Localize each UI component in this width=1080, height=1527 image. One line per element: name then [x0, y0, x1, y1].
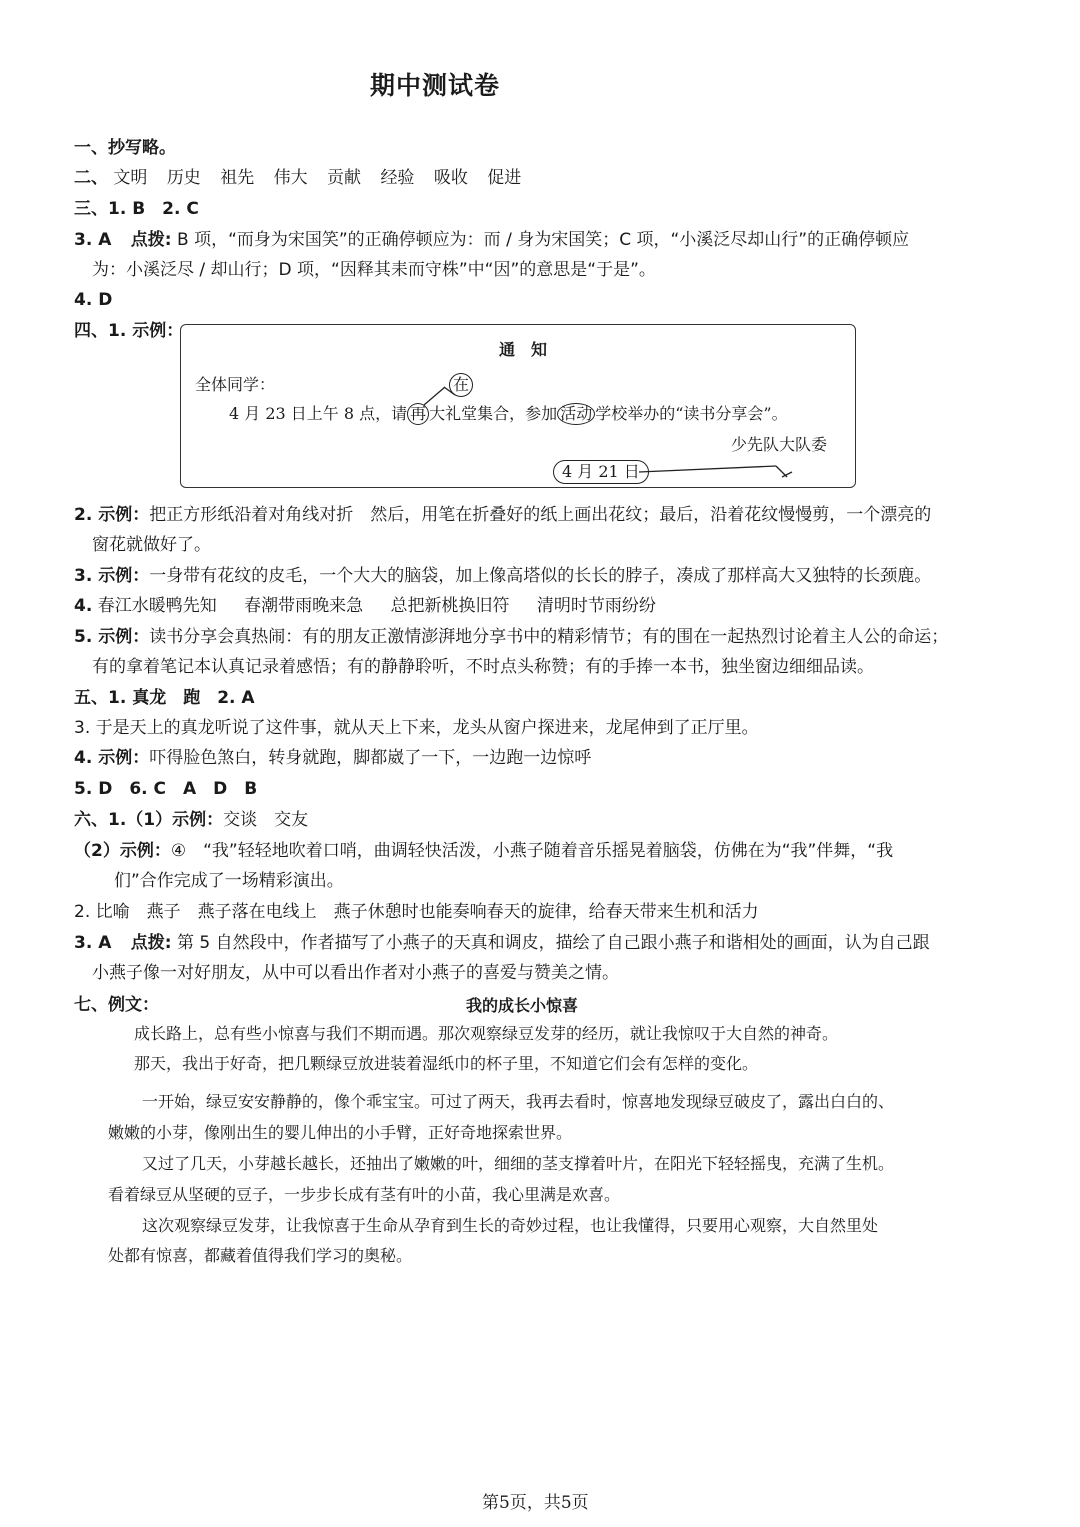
page-footer: 第5页，共5页	[482, 1493, 589, 1513]
poem-line: 总把新桃换旧符	[390, 596, 510, 616]
section-5-line1: 五、1. 真龙 跑 2. A	[74, 688, 255, 708]
notice-text: 大礼堂集合，参加	[429, 404, 558, 423]
answer-text: 吓得脸色煞白，转身就跑，脚都崴了一下，一边跑一边惊呼	[149, 748, 592, 768]
section-4-q2-cont: 窗花就做好了。	[92, 535, 211, 555]
page-title: 期中测试卷	[370, 71, 501, 100]
essay-line: 成长路上，总有些小惊喜与我们不期而遇。那次观察绿豆发芽的经历，就让我惊叹于大自然的神奇。	[134, 1024, 839, 1043]
essay-line: 嫩嫩的小芽，像刚出生的婴儿伸出的小手臂，正好奇地探索世界。	[108, 1123, 573, 1142]
answer-label: 4. 示例：	[74, 748, 150, 768]
word-item: 吸收	[433, 168, 468, 188]
notice-date: 4 月 21 日	[553, 460, 649, 484]
notice-body	[229, 401, 788, 425]
answer-number: 3. A	[74, 933, 112, 953]
word-item: 经验	[380, 168, 415, 188]
answer-label: （2）示例：	[74, 841, 171, 861]
answer-text: 交谈 交友	[223, 810, 309, 830]
section-3-q3-cont: 为：小溪泛尽 / 却山行；D 项，“因释其耒而守株”中“因”的意思是“于是”。	[92, 260, 656, 280]
circled-error: 活动	[557, 403, 595, 425]
answer-text: B 项，“而身为宋国笑”的正确停顿应为：而 / 身为宋国笑；C 项，“小溪泛尽却山行”的正确停顿应	[177, 230, 910, 250]
word-item: 文明	[113, 168, 148, 188]
section-3-q4: 4. D	[74, 290, 113, 310]
section-6-q1	[74, 808, 308, 832]
answer-text: 读书分享会真热闹：有的朋友正激情澎湃地分享书中的精彩情节；有的围在一起热烈讨论着主人公的命运；	[149, 627, 949, 647]
section-3-line1: 三、1. B 2. C	[74, 199, 199, 219]
answer-text: 第 5 自然段中，作者描写了小燕子的天真和调皮，描绘了自己跟小燕子和谐相处的画面，认为自己跟	[177, 933, 930, 953]
section-5-q3: 3. 于是天上的真龙听说了这件事，就从天上下来，龙头从窗户探进来，龙尾伸到了正厅里。	[74, 718, 759, 738]
tip-label: 点拨:	[130, 230, 172, 250]
section-6-q3-cont: 小燕子像一对好朋友，从中可以看出作者对小燕子的喜爱与赞美之情。	[92, 963, 619, 983]
answer-text: 把正方形纸沿着对角线对折 然后，用笔在折叠好的纸上画出花纹；最后，沿着花纹慢慢剪，一个漂亮的	[149, 505, 932, 525]
notice-text: 。	[771, 404, 788, 423]
section-1: 一、抄写略。	[74, 138, 176, 158]
word-item: 历史	[166, 168, 201, 188]
notice-text: 学校举办的“读书分享会”	[595, 404, 772, 423]
notice-text: 4 月 23 日上午 8 点，请	[229, 404, 408, 423]
essay-line: 又过了几天，小芽越长越长，还抽出了嫩嫩的叶，细细的茎支撑着叶片，在阳光下轻轻摇曳，充满了生机。	[142, 1154, 895, 1173]
word-item: 贡献	[327, 168, 362, 188]
answer-label: 六、1.（1）示例：	[74, 810, 224, 830]
answer-text: 一身带有花纹的皮毛，一个大大的脑袋，加上像高塔似的长长的脖子，凑成了那样高大又独特的长颈鹿。	[149, 566, 932, 586]
section-4-q4	[74, 594, 656, 618]
word-item: 伟大	[273, 168, 308, 188]
section-4-q3	[74, 564, 931, 588]
section-7-label: 七、例文：	[74, 995, 159, 1015]
answer-label: 2. 示例：	[74, 505, 150, 525]
answer-number: 3. A	[74, 230, 112, 250]
section-5-q4	[74, 746, 591, 770]
inserted-character: 在	[449, 373, 473, 397]
answer-label: 3. 示例：	[74, 566, 150, 586]
notice-box	[180, 324, 856, 488]
section-2-label: 二、	[74, 168, 108, 188]
section-6-q1-2	[74, 839, 893, 863]
essay-line: 一开始，绿豆安安静静的，像个乖宝宝。可过了两天，我再去看时，惊喜地发现绿豆破皮了，露出白白的、	[142, 1092, 895, 1111]
section-2	[74, 166, 521, 190]
section-6-q2: 2. 比喻 燕子 燕子落在电线上 燕子休憩时也能奏响春天的旋律，给春天带来生机和活力	[74, 902, 759, 922]
answer-label: 4.	[74, 596, 93, 616]
word-item: 促进	[487, 168, 522, 188]
essay-title: 我的成长小惊喜	[466, 996, 579, 1015]
notice-greeting: 全体同学：	[195, 375, 276, 394]
poem-line: 春江水暖鸭先知	[97, 596, 217, 616]
section-4-q2	[74, 503, 931, 527]
essay-line: 处都有惊喜，都藏着值得我们学习的奥秘。	[108, 1246, 413, 1265]
word-item: 祖先	[220, 168, 255, 188]
section-3-q3	[74, 228, 909, 252]
answer-text: ④ “我”轻轻地吹着口哨，曲调轻快活泼，小燕子随着音乐摇晃着脑袋，仿佛在为“我”伴舞，“我	[170, 841, 894, 861]
section-4-q5-cont: 有的拿着笔记本认真记录着感悟；有的静静聆听，不时点头称赞；有的手捧一本书，独坐窗边细细品读。	[92, 657, 874, 677]
essay-line: 看着绿豆从坚硬的豆子，一步步长成有茎有叶的小苗，我心里满是欢喜。	[108, 1185, 621, 1204]
poem-line: 春潮带雨晚来急	[244, 596, 364, 616]
section-6-q1-2-cont: 们”合作完成了一场精彩演出。	[114, 871, 344, 891]
tip-label: 点拨:	[130, 933, 172, 953]
notice-signature: 少先队大队委	[731, 435, 828, 454]
section-4-q5	[74, 625, 948, 649]
poem-line: 清明时节雨纷纷	[536, 596, 656, 616]
section-5-q56: 5. D 6. C A D B	[74, 779, 258, 799]
essay-line: 这次观察绿豆发芽，让我惊喜于生命从孕育到生长的奇妙过程，也让我懂得，只要用心观察，大自然里处	[142, 1216, 879, 1235]
answer-label: 5. 示例：	[74, 627, 150, 647]
section-6-q3	[74, 931, 930, 955]
notice-title: 通 知	[499, 340, 548, 359]
essay-line: 那天，我出于好奇，把几颗绿豆放进装着湿纸巾的杯子里，不知道它们会有怎样的变化。	[134, 1054, 759, 1073]
circled-error: 再	[407, 403, 429, 425]
section-4-q1-label: 四、1. 示例：	[74, 321, 184, 341]
